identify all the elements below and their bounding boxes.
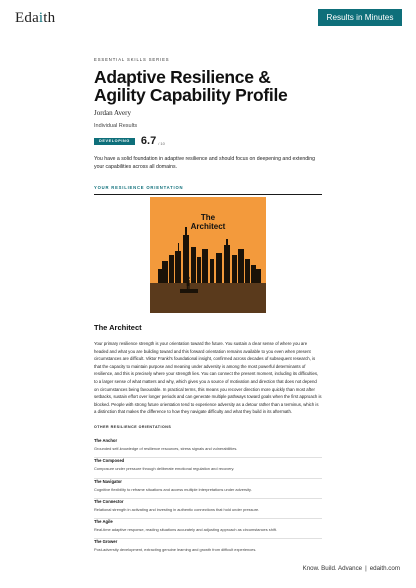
orientation-item-desc: Post-adversity development, extracting genuine learning and growth from difficult experiences. (94, 547, 257, 553)
list-item (94, 479, 322, 499)
top-bar (0, 0, 416, 38)
score-row (94, 135, 322, 147)
orientation-section-label: YOUR RESILIENCE ORIENTATION (94, 185, 184, 190)
orientation-item-name: The Composed (94, 458, 125, 464)
orientation-item-name: The Grower (94, 539, 118, 545)
section-divider (94, 194, 322, 195)
summary-text: You have a solid foundation in adaptive resilience and should focus on deepening and extending your capabilities across all domains. (94, 156, 316, 170)
brand-logo[interactable] (15, 10, 55, 27)
score-value: 6.7 (140, 135, 157, 147)
orientation-item-desc: Composure under pressure through deliberate emotional regulation and recovery. (94, 466, 235, 472)
orientation-item-name: The Anchor (94, 437, 118, 443)
footer-tagline: Know. Build. Advance (302, 565, 363, 572)
orientation-item-name: The Navigator (94, 478, 122, 484)
report-title: Adaptive Resilience & Agility Capability Profile (94, 67, 288, 105)
orientation-item-name: The Agile (94, 519, 113, 525)
series-label: ESSENTIAL SKILLS SERIES (94, 57, 170, 62)
hero-title (150, 213, 266, 231)
footer (303, 565, 400, 572)
footer-site-link[interactable]: edaith.com (369, 565, 400, 572)
level-badge: DEVELOPING (94, 138, 135, 145)
results-label: Individual Results (94, 123, 138, 129)
list-item (94, 438, 322, 458)
author-name: Jordan Avery (94, 109, 131, 117)
orientation-name: The Architect (94, 323, 142, 332)
list-item (94, 458, 322, 478)
list-item (94, 519, 322, 539)
architect-illustration (150, 197, 266, 313)
report-header (94, 57, 322, 195)
other-orientations-list (94, 438, 322, 560)
brand-highlight: i (38, 10, 44, 26)
hero-title-line2: Architect (190, 222, 226, 231)
list-item (94, 499, 322, 519)
brand-prefix: Eda (15, 10, 39, 26)
orientation-item-desc: Grounded self-knowledge of resilience resources, stress signals and vulnerabilities. (94, 445, 238, 451)
orientation-item-desc: Relational strength in activating and investing in authentic connections that hold under pressure. (94, 506, 260, 512)
orientation-item-desc: Real-time adaptive response, reading situations accurately and adjusting approach as circumstances shift. (94, 527, 277, 533)
orientation-item-desc: Cognitive flexibility to reframe situations and access multiple interpretations under adversity. (94, 486, 252, 492)
footer-separator: | (365, 565, 367, 572)
brand-suffix: th (43, 10, 56, 26)
results-in-minutes-button[interactable]: Results in Minutes (318, 9, 402, 26)
list-item (94, 539, 322, 559)
score-max: / 10 (158, 140, 165, 146)
orientation-description: Your primary resilience strength is your orientation toward the future. You sustain a clear sense of where you are headed and what you are building toward and this forward orientation remains available to you even when present circumstances are difficult. Viktor Frankl's foundational insight, confirmed across decades of subsequent research, is that the capacity to maintain purpose and meaning under adversity is among the most powerful determinants of resilience, and this is precisely where your strength lies. You can connect the present moment, including its difficulties, to a larger sense of what matters and why, which gives you a source of motivation and direction that does not depend on circumstances being favourable. In practical terms, this means you recover direction more quickly than most after setbacks, sustain effort over longer periods and can generate multiple pathways toward goals when the first approach is blocked. People with strong future orientation tend to experience adversity as a detour rather than a terminus, which is a distinction that makes the difference to how they navigate difficulty and what they build in its aftermath. (94, 341, 322, 415)
other-orientations-label: OTHER RESILIENCE ORIENTATIONS (94, 424, 172, 429)
orientation-details (94, 323, 322, 560)
orientation-item-name: The Connector (94, 498, 124, 504)
hero-title-line1: The (200, 213, 216, 222)
